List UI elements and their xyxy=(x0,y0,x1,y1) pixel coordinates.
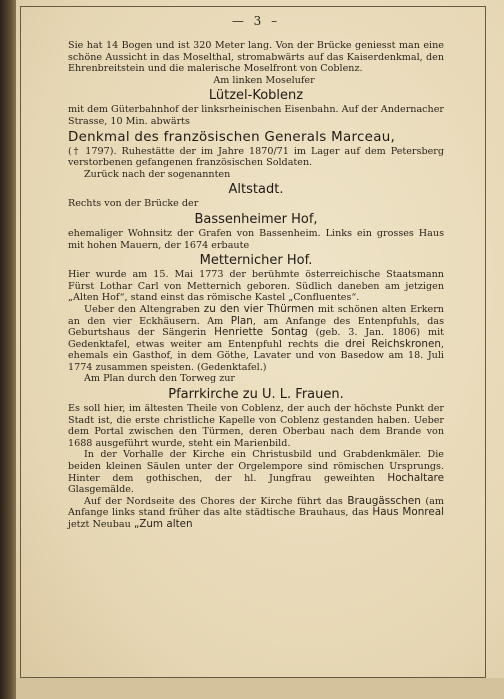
text-span: Ueber den Altengraben xyxy=(84,303,204,315)
page-number: — 3 – xyxy=(231,14,281,28)
paragraph-luetzel: mit dem Güterbahnhof der linksrheinischen Eisenbahn. Auf der Andernacher Strasse, 10 Min. abwärts xyxy=(68,104,444,127)
text-span: , ehemals ein Gasthof, in dem Göthe, Lavater und von Basedow am 18. Juli 1774 zusammen speisten. (Gedenktafel.) xyxy=(68,338,444,373)
paragraph-plan-gateway: Am Plan durch den Torweg zur xyxy=(84,373,236,385)
paragraph-braugaesschen xyxy=(68,496,444,531)
emph-hochaltare: Hochaltare xyxy=(387,471,444,484)
emph-sontag: Henriette Sontag xyxy=(214,326,308,339)
page-content xyxy=(68,14,444,531)
page-bottom-edge xyxy=(16,678,504,699)
paragraph-bridge: Sie hat 14 Bogen und ist 320 Meter lang. Von der Brücke geniesst man eine schöne Aussicht in das Moselthal, stromabwärts auf das Kaiserdenkmal, den Ehrenbreitstein und die malerische Moselfront von Coblenz. xyxy=(68,40,444,75)
heading-marceau: Denkmal des französischen Generals Marceau, xyxy=(68,129,396,145)
heading-bassenheimer-hof: Bassenheimer Hof, xyxy=(194,211,318,227)
emph-zum-alten: „Zum alten xyxy=(133,518,193,530)
paragraph-metternich: Hier wurde am 15. Mai 1773 der berühmte österreichische Staatsmann Fürst Lothar Carl von Metternich geboren. Südlich daneben am jetzigen „Alten Hof“, stand einst das römische Kastel „Confluentes“. xyxy=(68,269,444,304)
text-span: mit schönen alten Erkern an den vier Eckhäusern. Am xyxy=(68,303,444,327)
heading-altstadt: Altstadt. xyxy=(228,182,284,198)
text-span: , am Anfange des Entenpfuhls, das Geburtshaus der Sängerin xyxy=(68,315,444,339)
paragraph-bassenheim: ehemaliger Wohnsitz der Grafen von Bassenheim. Links ein grosses Haus mit hohen Mauern, der 1674 erbaute xyxy=(68,227,444,251)
text-span: (am Anfange links stand früher das alte städtische Brauhaus, das xyxy=(68,495,444,519)
emph-haus-monreal: Haus Monreal xyxy=(372,506,444,519)
paragraph-left-bank: Am linken Moselufer xyxy=(213,74,315,86)
heading-luetzel-koblenz: Lützel-Koblenz xyxy=(208,88,304,104)
paragraph-church: Es soll hier, im ältesten Theile von Coblenz, der auch der höchste Punkt der Stadt ist, die erste christliche Kapelle von Coblenz gestanden haben. Ueber dem Portal zwischen den Türmen, deren Oberbau nach dem Brande von 1688 ausgeführt wurde, steht ein Marienbild. xyxy=(68,403,444,449)
emph-reichskronen: drei Reichskronen xyxy=(345,337,441,350)
text-span: jetzt Neubau xyxy=(68,519,134,530)
book-spine xyxy=(0,0,16,699)
heading-metternicher-hof: Metternicher Hof. xyxy=(199,253,313,269)
heading-pfarrkirche: Pfarrkirche zu U. L. Frauen. xyxy=(168,387,344,403)
paragraph-vestibule xyxy=(68,449,444,495)
text-span: Auf der Nordseite des Chores der Kirche führt das xyxy=(84,495,348,507)
paragraph-back-to: Zurück nach der sogenannten xyxy=(84,168,231,180)
paragraph-four-towers xyxy=(68,304,444,374)
text-span: In der Vorhalle der Kirche ein Christusbild und Grabdenkmäler. Die beiden kleinen Säulen unter der Orgelempore sind römischen Ursprungs. Hinter dem gothischen, der hl. Jungfrau geweihten xyxy=(68,449,444,484)
paragraph-right-of-bridge: Rechts von der Brücke der xyxy=(68,198,199,210)
emph-four-towers: zu den vier Thürmen xyxy=(203,302,315,315)
text-span: (geb. 3. Jan. 1806) mit Gedenktafel, etwas weiter am Entenpfuhl rechts die xyxy=(68,327,444,350)
emph-braugaesschen: Braugässchen xyxy=(347,494,421,507)
paragraph-marceau: († 1797). Ruhestätte der im Jahre 1870/71 im Lager auf dem Petersberg verstorbenen gefangenen französischen Soldaten. xyxy=(68,145,444,169)
emph-plan: Plan xyxy=(230,314,253,327)
text-span: Glasgemälde. xyxy=(68,484,134,496)
